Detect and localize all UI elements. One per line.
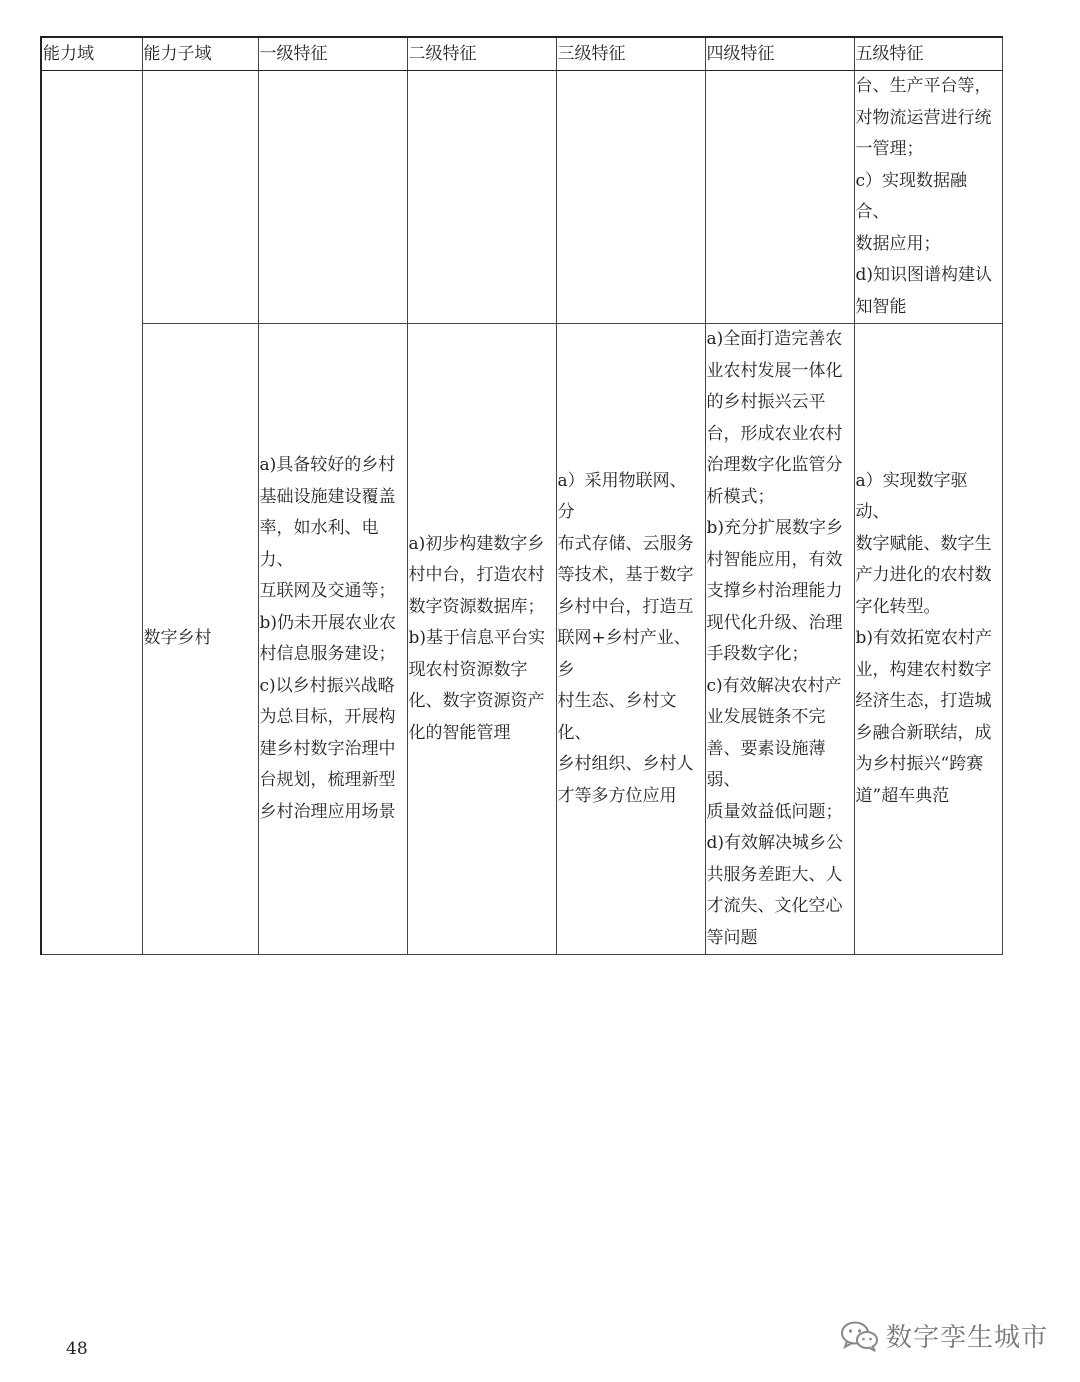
cell-level-3-digital-village: a）采用物联网、分 布式存储、云服务 等技术，基于数字 乡村中台，打造互 联网+乡村产业、乡 村生态、乡村文化、 乡村组织、乡村人 才等多方位应用 xyxy=(556,324,705,955)
cell-level-2 xyxy=(407,71,556,324)
header-level-5: 五级特征 xyxy=(854,37,1002,71)
cell-level-3 xyxy=(556,71,705,324)
watermark-text: 数字孪生城市 xyxy=(885,1323,1048,1353)
capability-table xyxy=(40,36,1003,955)
cell-level-1 xyxy=(258,71,407,324)
wechat-icon xyxy=(840,1319,880,1353)
cell-subdomain-digital-village: 数字乡村 xyxy=(142,324,258,955)
cell-domain xyxy=(41,71,142,955)
cell-level-4 xyxy=(705,71,854,324)
header-level-3: 三级特征 xyxy=(556,37,705,71)
header-capability-domain: 能力域 xyxy=(41,37,142,71)
cell-subdomain xyxy=(142,71,258,324)
header-level-1: 一级特征 xyxy=(258,37,407,71)
header-capability-subdomain: 能力子域 xyxy=(142,37,258,71)
table-header-row xyxy=(41,37,1002,71)
header-level-4: 四级特征 xyxy=(705,37,854,71)
table-row-continuation xyxy=(41,71,1002,324)
page-number: 48 xyxy=(66,1339,88,1359)
cell-level-4-digital-village: a)全面打造完善农 业农村发展一体化 的乡村振兴云平 台，形成农业农村 治理数字化监管分 析模式； b)充分扩展数字乡 村智能应用，有效 支撑乡村治理能力 现代化升级、治理 手段数字化； c)有效解决农村产 业发展链条不完 善、要素设施薄弱、 质量效益低问题； d)有效解决城乡公 共服务差距大、人 才流失、文化空心 等问题 xyxy=(705,324,854,955)
watermark xyxy=(840,1317,1048,1354)
cell-level-5: 台、生产平台等， 对物流运营进行统 一管理； c）实现数据融合、 数据应用； d)知识图谱构建认 知智能 xyxy=(854,71,1002,324)
cell-level-1-digital-village: a)具备较好的乡村 基础设施建设覆盖 率，如水利、电力、 互联网及交通等； b)仍未开展农业农 村信息服务建设； c)以乡村振兴战略 为总目标，开展构 建乡村数字治理中 台规划，梳理新型 乡村治理应用场景 xyxy=(258,324,407,955)
cell-level-5-digital-village: a）实现数字驱动、 数字赋能、数字生 产力进化的农村数 字化转型。 b)有效拓宽农村产 业，构建农村数字 经济生态，打造城 乡融合新联结，成 为乡村振兴“跨赛 道”超车典范 xyxy=(854,324,1002,955)
header-level-2: 二级特征 xyxy=(407,37,556,71)
table-row-digital-village xyxy=(41,324,1002,955)
cell-level-2-digital-village: a)初步构建数字乡 村中台，打造农村 数字资源数据库； b)基于信息平台实 现农村资源数字 化、数字资源资产 化的智能管理 xyxy=(407,324,556,955)
